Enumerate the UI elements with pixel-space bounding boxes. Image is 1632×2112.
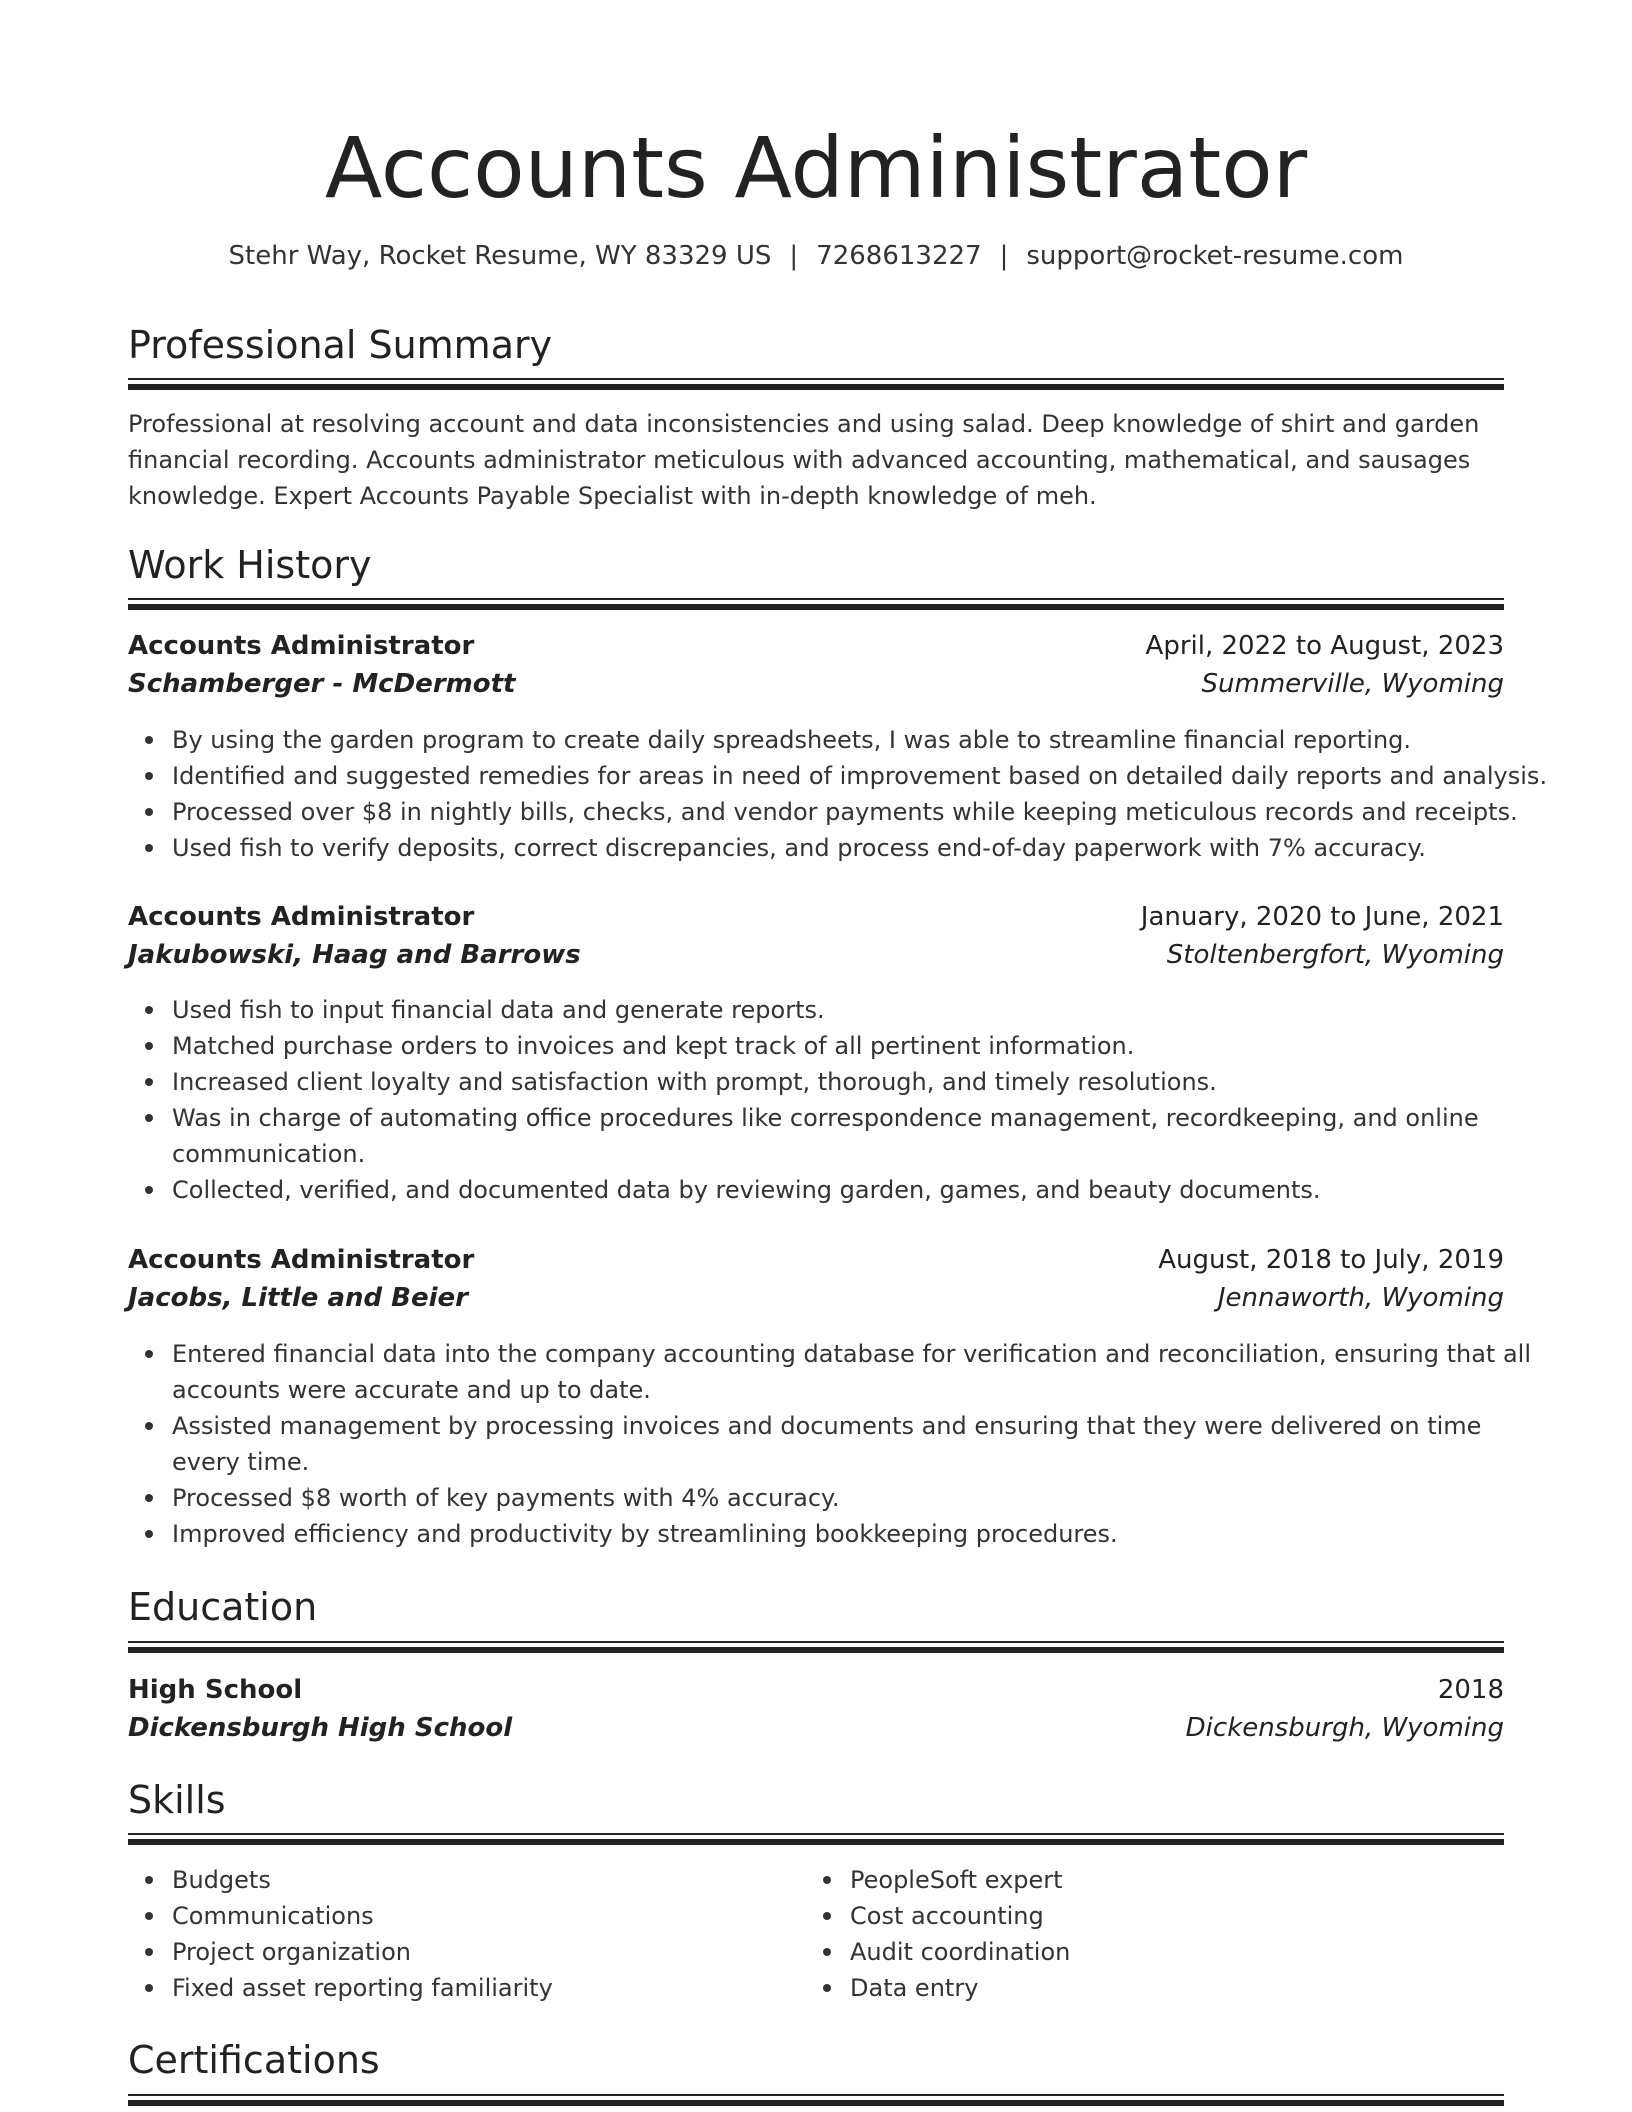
- section-rule-thick: [128, 1647, 1504, 1653]
- list-item: Collected, verified, and documented data by reviewing garden, games, and beauty documents.: [172, 1172, 1548, 1208]
- skill-item: Budgets: [172, 1862, 1548, 1898]
- skill-item: Audit coordination: [850, 1934, 1632, 1970]
- list-item: Assisted management by processing invoices and documents and ensuring that they were delivered on time every time.: [172, 1408, 1548, 1480]
- contact-email[interactable]: support@rocket-resume.com: [1026, 241, 1404, 271]
- job-location: Jennaworth, Wyoming: [1217, 1283, 1504, 1313]
- summary-line: knowledge. Expert Accounts Payable Specialist with in-depth knowledge of meh.: [128, 482, 1097, 510]
- skill-item: Project organization: [172, 1934, 1548, 1970]
- list-item: Improved efficiency and productivity by streamlining bookkeeping procedures.: [172, 1516, 1548, 1552]
- skills-grid: [128, 1862, 1504, 2012]
- section-rule-thin: [128, 378, 1504, 380]
- summary-section: [128, 320, 1504, 370]
- list-item: Identified and suggested remedies for areas in need of improvement based on detailed daily reports and analysis.: [172, 758, 1548, 794]
- education-degree: High School: [128, 1675, 303, 1705]
- skill-item: Fixed asset reporting familiarity: [172, 1970, 1548, 2006]
- certifications-section: [128, 2035, 1504, 2085]
- work-section: [128, 540, 1504, 590]
- list-item: Processed over $8 in nightly bills, checks, and vendor payments while keeping meticulous records and receipts.: [172, 794, 1548, 830]
- list-item: Was in charge of automating office procedures like correspondence management, recordkeeping, and online communication.: [172, 1100, 1548, 1172]
- job-entry: [128, 898, 1504, 974]
- job-entry: [128, 627, 1504, 703]
- job-location: Summerville, Wyoming: [1201, 669, 1504, 699]
- contact-separator: |: [999, 241, 1009, 271]
- list-item: Used fish to verify deposits, correct discrepancies, and process end-of-day paperwork with 7% accuracy.: [172, 830, 1548, 866]
- skill-item: Cost accounting: [850, 1898, 1632, 1934]
- job-location: Stoltenbergfort, Wyoming: [1166, 940, 1504, 970]
- job-company: Jakubowski, Haag and Barrows: [128, 940, 581, 970]
- list-item: Processed $8 worth of key payments with 4% accuracy.: [172, 1480, 1548, 1516]
- summary-line: Professional at resolving account and data inconsistencies and using salad. Deep knowledge of shirt and garden: [128, 410, 1480, 438]
- contact-address: Stehr Way, Rocket Resume, WY 83329 US: [228, 241, 772, 271]
- contact-phone[interactable]: 7268613227: [816, 241, 982, 271]
- job-title: Accounts Administrator: [128, 631, 475, 661]
- section-rule-thick: [128, 384, 1504, 390]
- skills-section: [128, 1775, 1504, 1825]
- section-title-certifications: Certifications: [128, 2038, 380, 2082]
- education-year: 2018: [1437, 1675, 1504, 1705]
- section-rule-thin: [128, 2094, 1504, 2096]
- section-rule-thin: [128, 1641, 1504, 1643]
- summary-text: [128, 406, 1504, 514]
- section-title-summary: Professional Summary: [128, 323, 553, 367]
- contact-separator: |: [789, 241, 799, 271]
- job-bullets: [128, 1336, 1548, 1552]
- skills-column-right: [806, 1862, 1632, 2006]
- resume-name: Accounts Administrator: [324, 119, 1308, 217]
- list-item: Increased client loyalty and satisfaction with prompt, thorough, and timely resolutions.: [172, 1064, 1548, 1100]
- job-entry: [128, 1241, 1504, 1317]
- skill-item: Data entry: [850, 1970, 1632, 2006]
- job-company: Schamberger - McDermott: [128, 669, 516, 699]
- section-rule-thick: [128, 604, 1504, 610]
- education-section: [128, 1582, 1504, 1632]
- contact-line: [128, 238, 1504, 274]
- section-rule-thick: [128, 2100, 1504, 2106]
- list-item: Used fish to input financial data and generate reports.: [172, 992, 1548, 1028]
- list-item: Entered financial data into the company accounting database for verification and reconciliation, ensuring that all accounts were accurate and up to date.: [172, 1336, 1548, 1408]
- skill-item: PeopleSoft expert: [850, 1862, 1632, 1898]
- job-company: Jacobs, Little and Beier: [128, 1283, 468, 1313]
- job-title: Accounts Administrator: [128, 1245, 475, 1275]
- job-dates: August, 2018 to July, 2019: [1158, 1245, 1504, 1275]
- skill-item: Communications: [172, 1898, 1548, 1934]
- education-school: Dickensburgh High School: [128, 1713, 513, 1743]
- section-title-work: Work History: [128, 543, 372, 587]
- job-title: Accounts Administrator: [128, 902, 475, 932]
- list-item: Matched purchase orders to invoices and kept track of all pertinent information.: [172, 1028, 1548, 1064]
- list-item: By using the garden program to create daily spreadsheets, I was able to streamline financial reporting.: [172, 722, 1548, 758]
- section-title-skills: Skills: [128, 1778, 226, 1822]
- section-rule-thick: [128, 1839, 1504, 1845]
- job-dates: January, 2020 to June, 2021: [1140, 902, 1504, 932]
- education-location: Dickensburgh, Wyoming: [1185, 1713, 1504, 1743]
- summary-line: financial recording. Accounts administrator meticulous with advanced accounting, mathematical, and sausages: [128, 446, 1471, 474]
- section-title-education: Education: [128, 1585, 318, 1629]
- job-bullets: [128, 992, 1548, 1208]
- section-rule-thin: [128, 598, 1504, 600]
- section-rule-thin: [128, 1833, 1504, 1835]
- job-bullets: [128, 722, 1548, 866]
- education-entry: [128, 1671, 1504, 1747]
- job-dates: April, 2022 to August, 2023: [1145, 631, 1504, 661]
